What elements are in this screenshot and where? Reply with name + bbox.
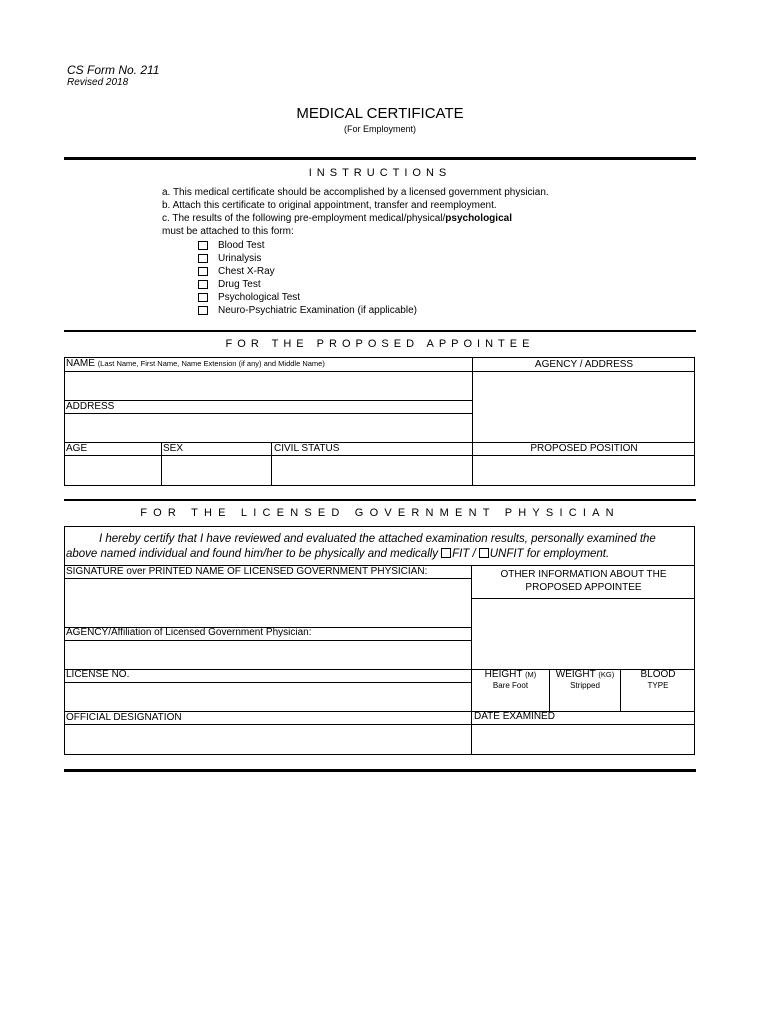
age-field[interactable] — [66, 456, 160, 485]
instructions-heading: INSTRUCTIONS — [308, 167, 452, 179]
height-label — [472, 669, 549, 680]
cert-line-1: I hereby certify that I have reviewed and evaluated the attached examination results, personally examined the — [99, 533, 656, 545]
instruction-c-bold: psychological — [445, 213, 512, 224]
checklist-item[interactable] — [198, 265, 275, 278]
height-field[interactable] — [472, 692, 549, 711]
sex-label: SEX — [163, 443, 184, 454]
address-field[interactable] — [66, 414, 471, 442]
physician-agency-label: AGENCY/Affiliation of Licensed Government Physician: — [66, 627, 312, 638]
checklist-item[interactable] — [198, 239, 265, 252]
designation-label: OFFICIAL DESIGNATION — [66, 712, 182, 723]
name-label-text: NAME — [66, 358, 95, 369]
fit-checkbox[interactable] — [441, 548, 451, 558]
name-label — [66, 358, 325, 369]
checkbox[interactable] — [198, 241, 208, 250]
checkbox[interactable] — [198, 267, 208, 276]
checklist-label: Urinalysis — [218, 253, 262, 264]
physician-heading: FOR THE LICENSED GOVERNMENT PHYSICIAN — [140, 507, 620, 519]
instruction-c-continued: must be attached to this form: — [162, 226, 294, 237]
civil-status-field[interactable] — [272, 456, 471, 485]
page-title: MEDICAL CERTIFICATE — [296, 105, 464, 122]
signature-field[interactable] — [65, 579, 470, 626]
blood-type-label: BLOOD — [640, 669, 676, 680]
checklist-label: Psychological Test — [218, 292, 301, 303]
signature-label: SIGNATURE over PRINTED NAME OF LICENSED GOVERNMENT PHYSICIAN: — [66, 566, 428, 577]
appointee-table — [64, 357, 695, 486]
cert-line-2 — [66, 547, 694, 562]
instruction-c — [162, 212, 512, 225]
other-info-label-2: PROPOSED APPOINTEE — [525, 582, 642, 593]
weight-label — [550, 669, 620, 680]
blood-type-note: TYPE — [647, 681, 669, 690]
sex-field[interactable] — [162, 456, 270, 485]
checklist-item[interactable] — [198, 291, 300, 304]
other-info-label-1: OTHER INFORMATION ABOUT THE — [500, 569, 667, 580]
divider — [65, 400, 472, 401]
date-examined-label: DATE EXAMINED — [474, 711, 555, 722]
revision-date: Revised 2018 — [67, 77, 129, 88]
designation-field[interactable] — [65, 725, 470, 754]
checklist-label: Drug Test — [218, 279, 261, 290]
checklist-label: Chest X-Ray — [218, 266, 275, 277]
divider — [64, 330, 696, 332]
other-info-field[interactable] — [472, 599, 694, 668]
checkbox[interactable] — [198, 254, 208, 263]
name-hint: (Last Name, First Name, Name Extension (if any) and Middle Name) — [97, 359, 325, 368]
date-examined-field[interactable] — [472, 725, 694, 754]
address-label: ADDRESS — [66, 401, 115, 412]
cert-line-2-text: above named individual and found him/her to be physically and medically — [66, 548, 439, 560]
instruction-b: b. Attach this certificate to original appointment, transfer and reemployment. — [162, 200, 497, 211]
weight-label-text: WEIGHT — [555, 669, 596, 680]
divider — [64, 499, 696, 501]
checkbox[interactable] — [198, 293, 208, 302]
height-note: Bare Foot — [492, 681, 529, 690]
checklist-item[interactable] — [198, 252, 261, 265]
weight-unit: (KG) — [598, 670, 615, 679]
page-subtitle: (For Employment) — [343, 124, 416, 134]
weight-note: Stripped — [570, 681, 600, 690]
instruction-c-text: c. The results of the following pre-employment medical/physical/ — [162, 213, 446, 224]
form-number: CS Form No. 211 — [67, 63, 160, 77]
weight-field[interactable] — [550, 692, 620, 711]
license-field[interactable] — [65, 683, 470, 710]
checklist-label: Blood Test — [218, 240, 265, 251]
height-unit: (M) — [525, 670, 537, 679]
checklist-label: Neuro-Psychiatric Examination (if applicable) — [218, 305, 417, 316]
fit-label: FIT / — [452, 548, 476, 560]
checkbox[interactable] — [198, 306, 208, 315]
divider — [64, 769, 696, 772]
checklist-item[interactable] — [198, 278, 261, 291]
agency-address-field[interactable] — [473, 372, 695, 442]
age-label: AGE — [66, 443, 88, 454]
proposed-position-field[interactable] — [473, 456, 695, 485]
checkbox[interactable] — [198, 280, 208, 289]
civil-status-label: CIVIL STATUS — [274, 443, 340, 454]
divider — [64, 157, 696, 160]
license-label: LICENSE NO. — [66, 669, 130, 680]
appointee-heading: FOR THE PROPOSED APPOINTEE — [225, 338, 535, 350]
unfit-checkbox[interactable] — [479, 548, 489, 558]
physician-agency-field[interactable] — [65, 641, 470, 668]
agency-address-label: AGENCY / ADDRESS — [534, 359, 634, 370]
blood-type-field[interactable] — [621, 692, 694, 711]
instruction-a: a. This medical certificate should be accomplished by a licensed government physician. — [162, 187, 549, 198]
proposed-position-label: PROPOSED POSITION — [530, 443, 638, 454]
name-field[interactable] — [66, 372, 471, 400]
height-label-text: HEIGHT — [484, 669, 523, 680]
certification-statement — [66, 532, 694, 562]
unfit-label: UNFIT for employment. — [489, 548, 610, 560]
checklist-item[interactable] — [198, 304, 417, 317]
